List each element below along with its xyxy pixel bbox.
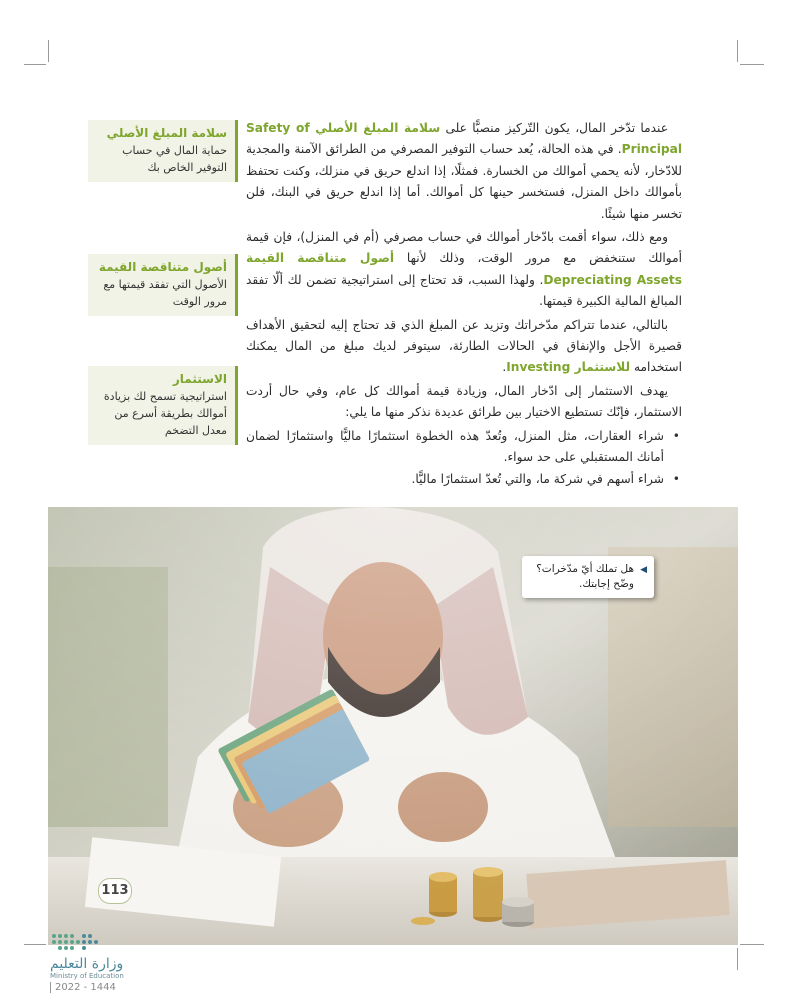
callout-question: هل تملك أيّ مدّخرات؟ وضّح إجابتك. <box>536 563 634 590</box>
crop-mark <box>740 64 764 65</box>
text-run: عندما تدّخر المال، يكون التّركيز منصبًّا على <box>440 121 668 135</box>
text-run: . <box>502 360 507 375</box>
ministry-name-english: Ministry of Education <box>50 972 124 980</box>
glossary-definition: الأصول التي تفقد قيمتها مع مرور الوقت <box>103 278 227 308</box>
article-body <box>246 118 682 490</box>
paragraph-3 <box>246 315 682 379</box>
ministry-dots-icon <box>50 932 110 952</box>
text-run: ومع ذلك، سواء أقمت بادّخار أموالك في حساب مصرفي (أم في المنزل)، فإن قيمة أموالك ستنخفض مع مرور الوقت، وذلك لأنها <box>246 230 682 266</box>
paragraph-4: يهدف الاستثمار إلى ادّخار المال، وزيادة قيمة أموالك كل عام، وفي حال أردت الاستثمار، فإنّك تستطيع الاختيار بين طرائق عديدة نذكر منها ما يلي: <box>246 383 682 420</box>
crop-mark <box>24 64 46 65</box>
paragraph-2 <box>246 227 682 313</box>
page-number: 113 <box>98 878 132 904</box>
glossary-definition: حماية المال في حساب التوفير الخاص بك <box>122 144 227 174</box>
crop-mark <box>48 40 49 62</box>
glossary-note-safety-of-principal <box>88 120 238 182</box>
paragraph-1 <box>246 118 682 225</box>
ministry-logo <box>50 932 170 993</box>
question-callout <box>522 556 654 598</box>
glossary-definition: استراتيجية تسمح لك بزيادة أموالك بطريقة أسرع من معدل التضخم <box>103 390 227 437</box>
list-item: • شراء العقارات، مثل المنزل، وتُعدّ هذه الخطوة استثمارًا ماليًّا واستثمارًا لضمان أمانك المستقبلي على حد سواء. <box>246 426 664 469</box>
crop-mark <box>24 944 46 945</box>
crop-mark <box>740 944 764 945</box>
ministry-name-arabic: وزارة التعليم <box>50 956 124 972</box>
crop-mark <box>737 948 738 970</box>
text-run: . ولهذا السبب، قد تحتاج إلى استراتيجية تضمن لك ألّا تفقد المبالغ المالية الكبيرة قيمتها. <box>246 272 682 309</box>
glossary-term: سلامة المبلغ الأصلي <box>106 126 227 140</box>
glossary-note-depreciating-assets <box>88 254 238 316</box>
list-item: • شراء أسهم في شركة ما، والتي تُعدّ استثمارًا ماليًّا. <box>246 469 664 490</box>
triangle-bullet-icon: ◀ <box>640 565 647 575</box>
glossary-note-investing <box>88 366 238 445</box>
crop-mark <box>737 40 738 62</box>
bullet-list <box>246 426 682 490</box>
text-run: بالتالي، عندما تتراكم مدّخراتك وتزيد عن المبلغ الذي قد تحتاج إليه لتحقيق الأهداف قصيرة الأجل والإنفاق في الحالات الطارئة، سيتوفر لديك مبلغ من المال يمكنك استخدامه <box>246 317 682 375</box>
glossary-term: الاستثمار <box>172 372 227 386</box>
edition-year: 2022 - 1444 <box>50 982 170 993</box>
key-term: سلامة المبلغ الأصلي Safety of Principal <box>246 121 682 157</box>
text-run: . في هذه الحالة، يُعد حساب التوفير المصرفي من الطرائق الآمنة والمجدية للادّخار، لأنه يحمي أموالك من الخسارة. فمثلًا، إذا اندلع حريق في منزلك، وكنت تحتفظ بأموالك داخل المنزل، فستخسر حينها كل أموالك. أما إذا اندلع حريق في البنك، فلن تخسر منها شيئًا. <box>246 142 682 221</box>
key-term: أصول متناقصة القيمة Depreciating Assets <box>246 251 682 287</box>
key-term: للاستثمار Investing <box>506 360 631 375</box>
glossary-term: أصول متناقصة القيمة <box>98 260 227 274</box>
